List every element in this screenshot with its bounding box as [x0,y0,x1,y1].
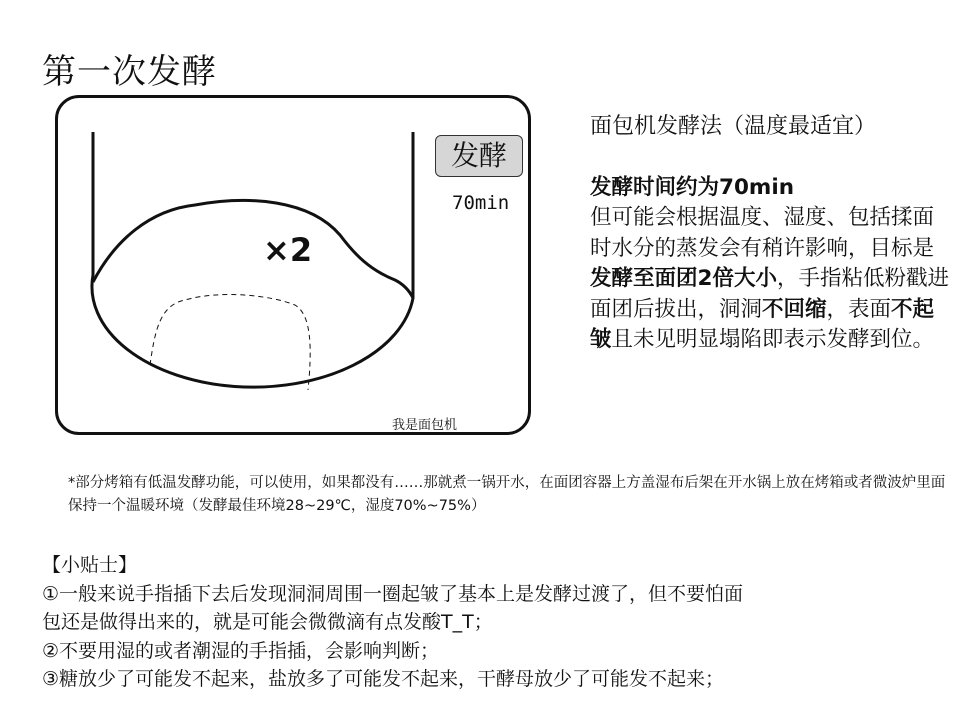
tip-1a: ①一般来说手指插下去后发现洞洞周围一圈起皱了基本上是发酵过渡了，但不要怕面 [42,582,744,605]
method-paragraph [590,203,950,356]
method-panel [590,112,950,356]
ferment-time-line: 发酵时间约为70min [590,174,794,200]
tips-heading: 【小贴士】 [42,554,138,576]
tip-2: ②不要用湿的或者潮湿的手指插，会影响判断； [42,639,440,662]
method-bold-1: 发酵至面团2倍大小 [590,266,777,291]
method-text-3: ，表面 [826,296,892,322]
method-bold-2: 不回缩 [762,296,827,322]
method-text-4: 且未见明显塌陷即表示发酵到位。 [611,327,935,352]
method-text-1: 但可能会根据温度、湿度、包括揉面时水分的蒸发会有稍许影响，目标是 [590,205,935,261]
tips-section [42,551,952,694]
page-title: 第一次发酵 [42,52,217,92]
method-text-2: ，手指粘低粉戳进面团后拔出，洞洞 [590,266,949,322]
timer-readout: 70min [452,192,510,214]
machine-caption: 我是面包机 [392,418,458,433]
method-heading: 面包机发酵法（温度最适宜） [590,114,877,139]
dough-multiplier-label: ×2 [263,231,313,269]
oven-note: *部分烤箱有低温发酵功能，可以使用，如果都没有……那就煮一锅开水，在面团容器上方盖湿布后架在开水锅上放在烤箱或者微波炉里面保持一个温暖环境（发酵最佳环境28~29℃，湿度70%~75%） [68,475,946,514]
dough-top-line [93,200,413,298]
bowl-edge [92,132,413,387]
ferment-button[interactable]: 发酵 [435,135,523,177]
method-bold-3: 不起皱 [590,296,935,352]
tip-1b: 包还是做得出来的，就是可能会微微滴有点发酸T_T； [42,611,493,633]
tip-3: ③糖放少了可能发不起来，盐放多了可能发不起来，干酵母放少了可能发不起来； [42,668,725,690]
